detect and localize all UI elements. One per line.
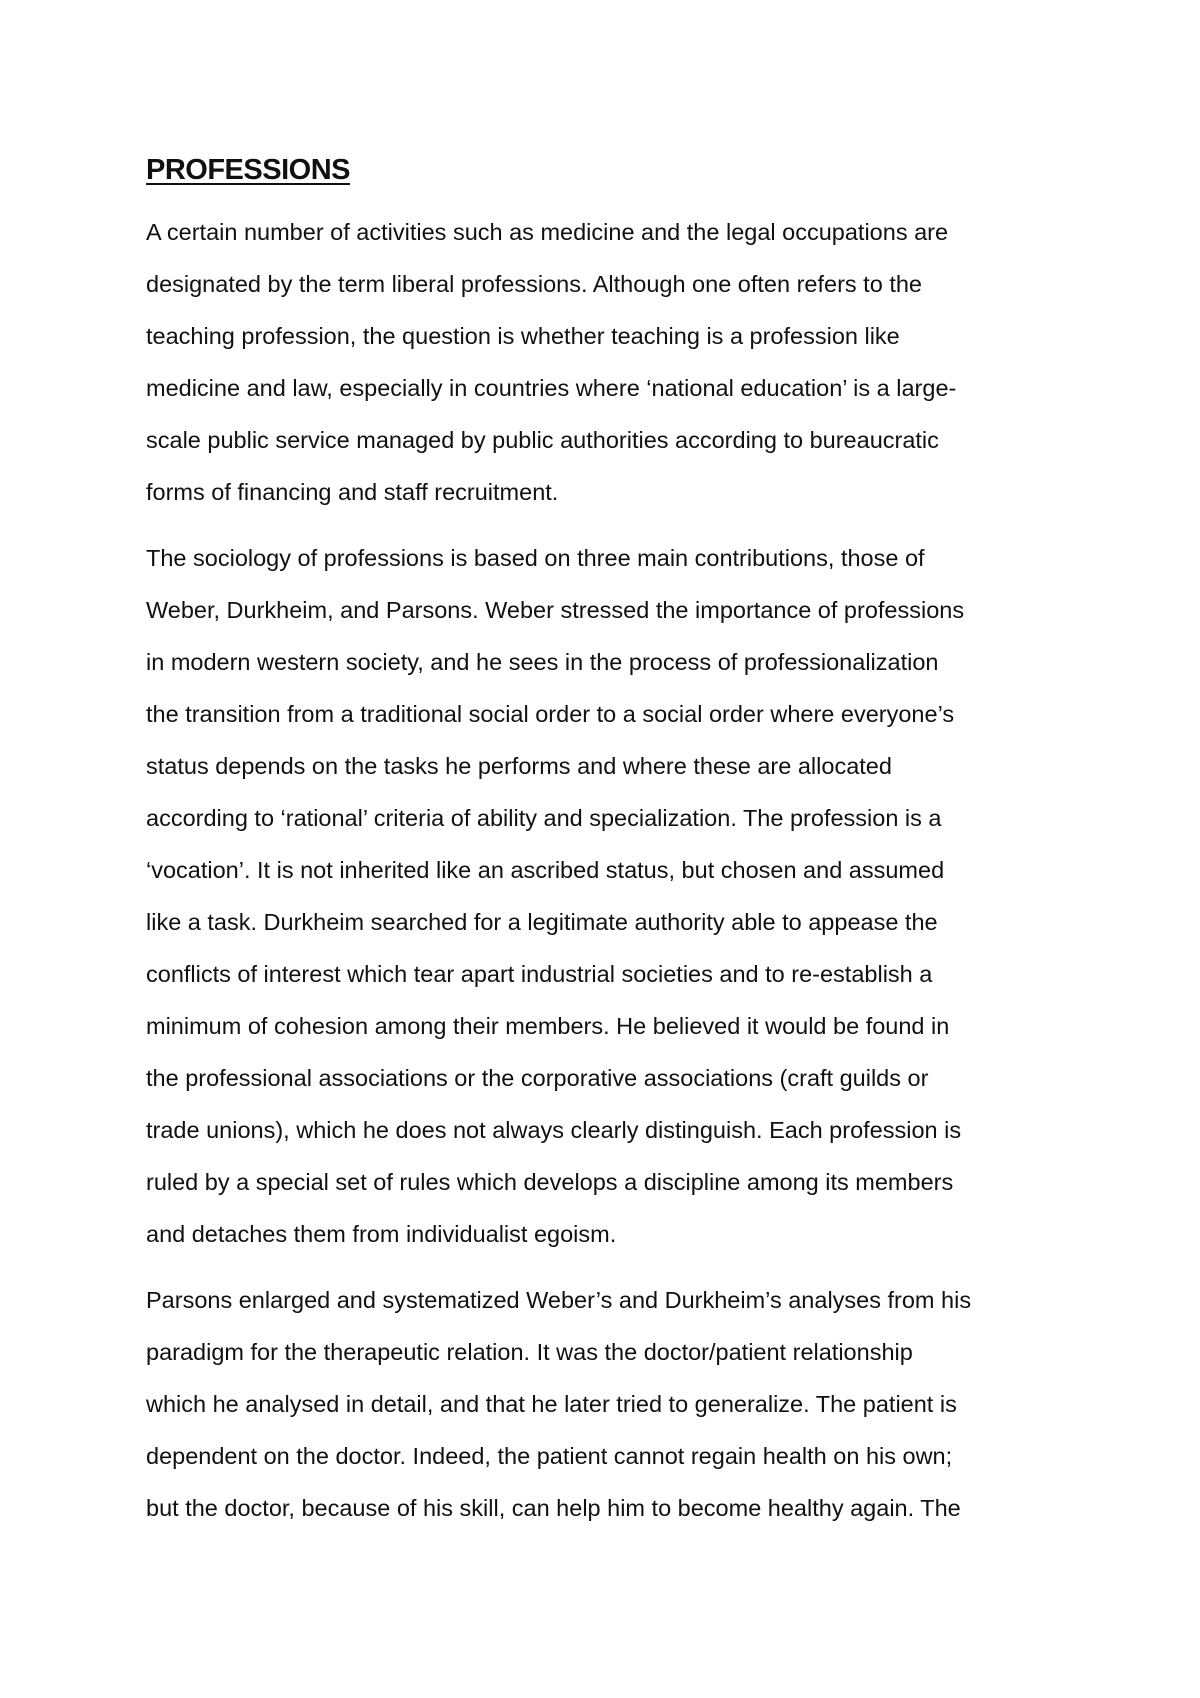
text-line: minimum of cohesion among their members. He believed it would be found in [146, 1013, 950, 1039]
text-line: forms of financing and staff recruitment. [146, 479, 559, 505]
text-line: teaching profession, the question is whether teaching is a profession like [146, 323, 900, 349]
text-line: ‘vocation’. It is not inherited like an ascribed status, but chosen and assumed [146, 857, 945, 883]
text-line: status depends on the tasks he performs and where these are allocated [146, 753, 892, 779]
text-line: in modern western society, and he sees in the process of professionalization [146, 649, 939, 675]
text-line: Weber, Durkheim, and Parsons. Weber stressed the importance of professions [146, 597, 965, 623]
document-title: PROFESSIONS [146, 154, 350, 186]
text-line: conflicts of interest which tear apart industrial societies and to re-establish a [146, 961, 933, 987]
text-line: Parsons enlarged and systematized Weber’s and Durkheim’s analyses from his [146, 1287, 972, 1313]
text-line: and detaches them from individualist egoism. [146, 1221, 617, 1247]
text-line: designated by the term liberal professions. Although one often refers to the [146, 271, 922, 297]
text-line: like a task. Durkheim searched for a legitimate authority able to appease the [146, 909, 938, 935]
text-line: which he analysed in detail, and that he later tried to generalize. The patient is [146, 1391, 957, 1417]
text-line: paradigm for the therapeutic relation. It was the doctor/patient relationship [146, 1339, 913, 1365]
text-line: ruled by a special set of rules which develops a discipline among its members [146, 1169, 954, 1195]
document-body [146, 148, 1066, 1548]
text-line: but the doctor, because of his skill, can help him to become healthy again. The [146, 1495, 961, 1521]
paragraph-parsons [146, 1274, 1066, 1534]
text-line: according to ‘rational’ criteria of ability and specialization. The profession is a [146, 805, 942, 831]
text-line: The sociology of professions is based on three main contributions, those of [146, 545, 925, 571]
paragraph-sociology [146, 532, 1066, 1260]
text-line: dependent on the doctor. Indeed, the patient cannot regain health on his own; [146, 1443, 953, 1469]
text-line: the transition from a traditional social order to a social order where everyone’s [146, 701, 955, 727]
text-line: A certain number of activities such as medicine and the legal occupations are [146, 219, 949, 245]
text-line: the professional associations or the corporative associations (craft guilds or [146, 1065, 929, 1091]
text-line: trade unions), which he does not always clearly distinguish. Each profession is [146, 1117, 962, 1143]
paragraph-intro [146, 206, 1066, 518]
text-line: scale public service managed by public authorities according to bureaucratic [146, 427, 939, 453]
text-line: medicine and law, especially in countries where ‘national education’ is a large- [146, 375, 957, 401]
